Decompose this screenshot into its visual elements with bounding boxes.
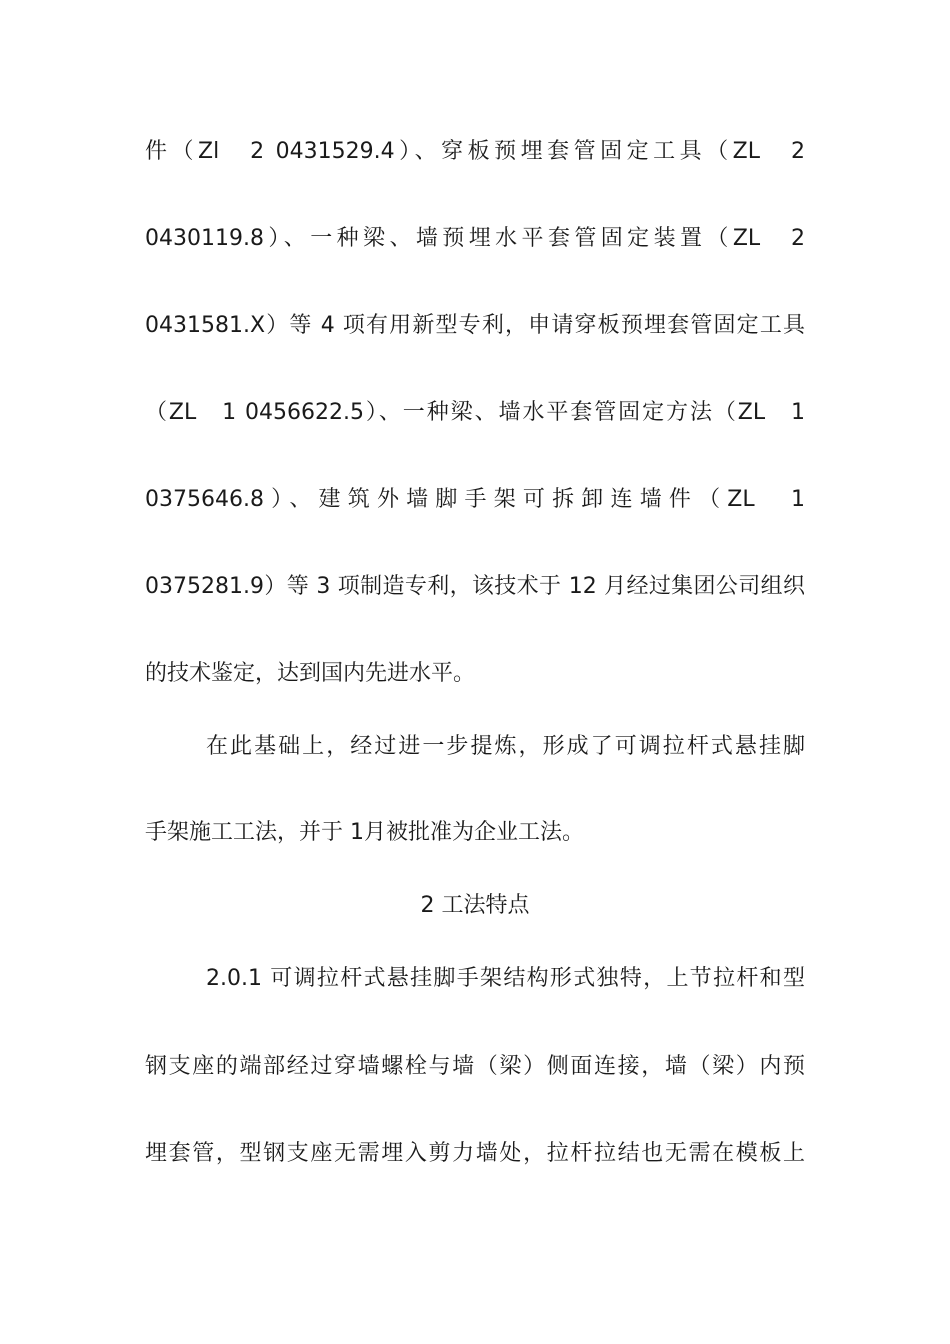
paragraph-2-line-1: 在此基础上，经过进一步提炼，形成了可调拉杆式悬挂脚 — [206, 734, 805, 759]
text-line-3: 0431581.X）等 4 项有用新型专利，申请穿板预埋套管固定工具 — [145, 313, 805, 338]
paragraph-3-line-3: 埋套管，型钢支座无需埋入剪力墙处，拉杆拉结也无需在模板上 — [145, 1141, 805, 1166]
text-line-7: 的技术鉴定，达到国内先进水平。 — [145, 661, 476, 686]
section-heading: 2 工法特点 — [420, 893, 530, 918]
paragraph-2-line-2: 手架施工工法，并于 1月被批准为企业工法。 — [145, 820, 584, 845]
text-line-6: 0375281.9）等 3 项制造专利，该技术于 12 月经过集团公司组织 — [145, 574, 805, 599]
text-line-1: 件（Zl 2 0431529.4）、穿板预埋套管固定工具（ZL 2 — [145, 139, 805, 164]
text-line-5: 0375646.8）、建筑外墙脚手架可拆卸连墙件（ZL 1 — [145, 487, 805, 512]
text-line-2: 0430119.8）、一种梁、墙预埋水平套管固定装置（ZL 2 — [145, 226, 805, 251]
text-line-4: （ZL 1 0456622.5）、一种梁、墙水平套管固定方法（ZL 1 — [145, 400, 805, 425]
paragraph-3-line-2: 钢支座的端部经过穿墙螺栓与墙（梁）侧面连接，墙（梁）内预 — [145, 1054, 805, 1079]
paragraph-3-line-1: 2.0.1 可调拉杆式悬挂脚手架结构形式独特，上节拉杆和型 — [206, 966, 805, 991]
